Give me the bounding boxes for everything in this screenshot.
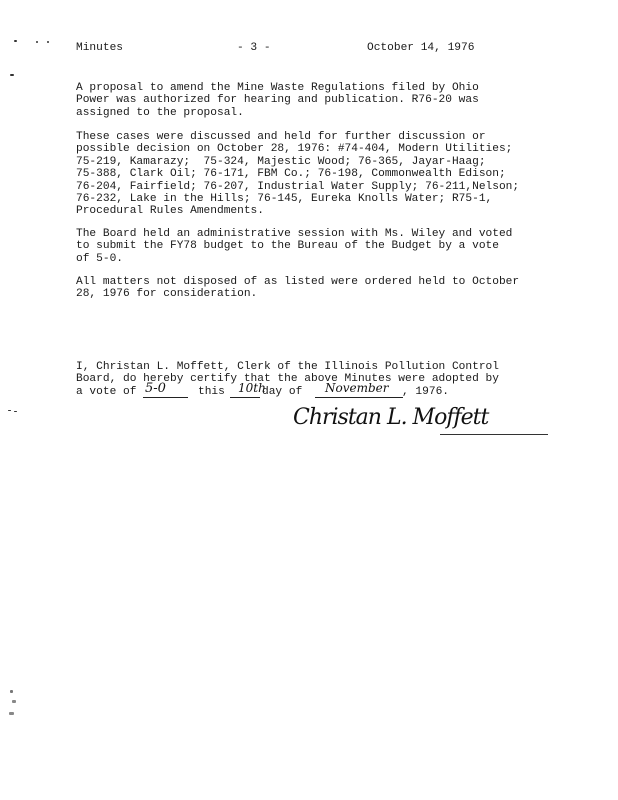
scan-speck (9, 712, 14, 715)
day-handwritten: 10th (238, 381, 266, 395)
month-fill-line (315, 397, 403, 398)
certification-mid-2: day of (262, 386, 303, 398)
certification-suffix: , 1976. (402, 386, 449, 398)
paragraph-admin-session: The Board held an administrative session with Ms. Wiley and voted to submit the FY78 budget to the Bureau of the Budget by a vote of 5-0. (76, 228, 513, 265)
scan-speck (14, 40, 17, 42)
paragraph-cases-held: These cases were discussed and held for further discussion or possible decision on October 28, 1976: #74-404, Modern Utilities; 75-219, Kamarazy; 75-324, Majestic Wood; 76-365, Jayar-Haag; 75-388, Clark Oil; 76-171, FBM Co.; 76-198, Commonwealth Edison; 76-204, Fairfield; 76-207, Industrial Water Supply; 76-211,Nelson; 76-232, Lake in the Hills; 76-145, Eureka Knolls Water; R75-1, Procedural Rules Amendments. (76, 131, 520, 218)
scan-speck (12, 700, 16, 703)
clerk-signature: Christan L. Moffett (293, 405, 489, 430)
signature-line (440, 434, 548, 435)
month-handwritten: November (325, 381, 389, 395)
vote-fill-line (143, 397, 188, 398)
certification-line-2: Board, do hereby certify that the above Minutes were adopted by (76, 373, 499, 385)
certification-line-1: I, Christan L. Moffett, Clerk of the Illinois Pollution Control (76, 361, 499, 373)
day-fill-line (230, 397, 260, 398)
vote-handwritten: 5-0 (145, 381, 166, 396)
certification-mid-1: this (198, 386, 225, 398)
scan-speck (47, 41, 49, 43)
header-date: October 14, 1976 (367, 42, 475, 54)
page-number: - 3 - (237, 42, 271, 54)
certification-prefix: a vote of (76, 386, 137, 398)
scan-speck (10, 74, 14, 76)
scan-speck (10, 690, 13, 693)
paragraph-mine-waste: A proposal to amend the Mine Waste Regulations filed by Ohio Power was authorized for hearing and publication. R76-20 was assigned to the proposal. (76, 82, 479, 119)
paragraph-matters-held: All matters not disposed of as listed were ordered held to October 28, 1976 for consideration. (76, 276, 520, 301)
header-left: Minutes (76, 42, 123, 54)
scan-speck (14, 411, 17, 412)
scan-speck (8, 410, 11, 411)
scan-speck (36, 41, 38, 43)
